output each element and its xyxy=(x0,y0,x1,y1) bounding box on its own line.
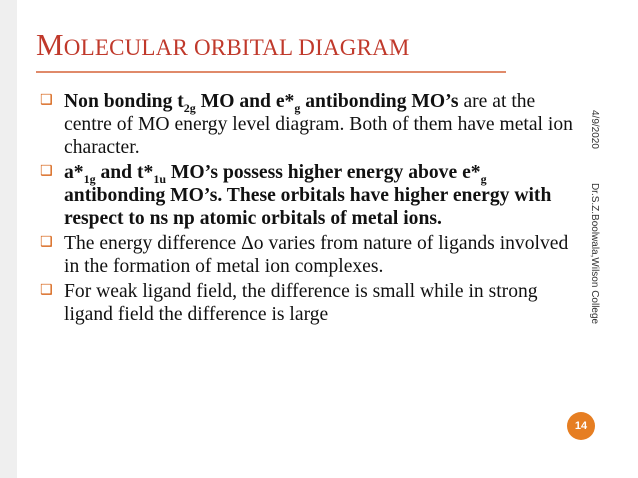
bullet-item xyxy=(40,232,585,278)
body-text: For weak ligand field, the difference is small while in strong ligand field the difference is large xyxy=(64,281,538,325)
left-margin-bar xyxy=(0,0,17,478)
side-footer xyxy=(580,110,600,330)
slide-author: Dr.S.Z.Boolwala,Wilson College xyxy=(589,182,600,325)
subscript: g xyxy=(480,172,487,186)
title-initial: M xyxy=(36,27,64,62)
bullet-list xyxy=(40,90,585,328)
bold-text: a* xyxy=(64,162,84,183)
bullet-icon: ❑ xyxy=(40,92,53,108)
body-text: The energy difference Δo varies from nature of ligands involved in the formation of metal ion complexes. xyxy=(64,233,569,277)
bold-text: and t* xyxy=(95,162,154,183)
bullet-item xyxy=(40,161,585,230)
bullet-icon: ❑ xyxy=(40,282,53,298)
title-underline xyxy=(36,71,506,73)
bullet-icon: ❑ xyxy=(40,234,53,250)
slide-title xyxy=(36,27,410,63)
slide-date: 4/9/2020 xyxy=(589,110,600,149)
body-text: are at the centre of MO energy level diagram. Both of them have metal ion character. xyxy=(64,91,573,158)
bullet-icon: ❑ xyxy=(40,163,53,179)
bold-text: MO and e* xyxy=(195,91,295,112)
bold-text: MO’s possess higher energy above e* xyxy=(166,162,481,183)
subscript: 1u xyxy=(153,172,166,186)
page-number-badge: 14 xyxy=(567,412,595,440)
bold-text: antibonding MO’s. These orbitals have higher energy with respect to ns np atomic orbitals of metal ions. xyxy=(64,185,552,229)
subscript: g xyxy=(294,101,301,115)
title-rest: OLECULAR ORBITAL DIAGRAM xyxy=(63,35,410,60)
bullet-item xyxy=(40,90,585,159)
side-footer-text xyxy=(589,110,600,330)
subscript: 1g xyxy=(83,172,96,186)
bullet-item xyxy=(40,280,585,326)
bold-text: antibonding MO’s xyxy=(300,91,459,112)
bold-text: Non bonding t xyxy=(64,91,184,112)
subscript: 2g xyxy=(183,101,196,115)
